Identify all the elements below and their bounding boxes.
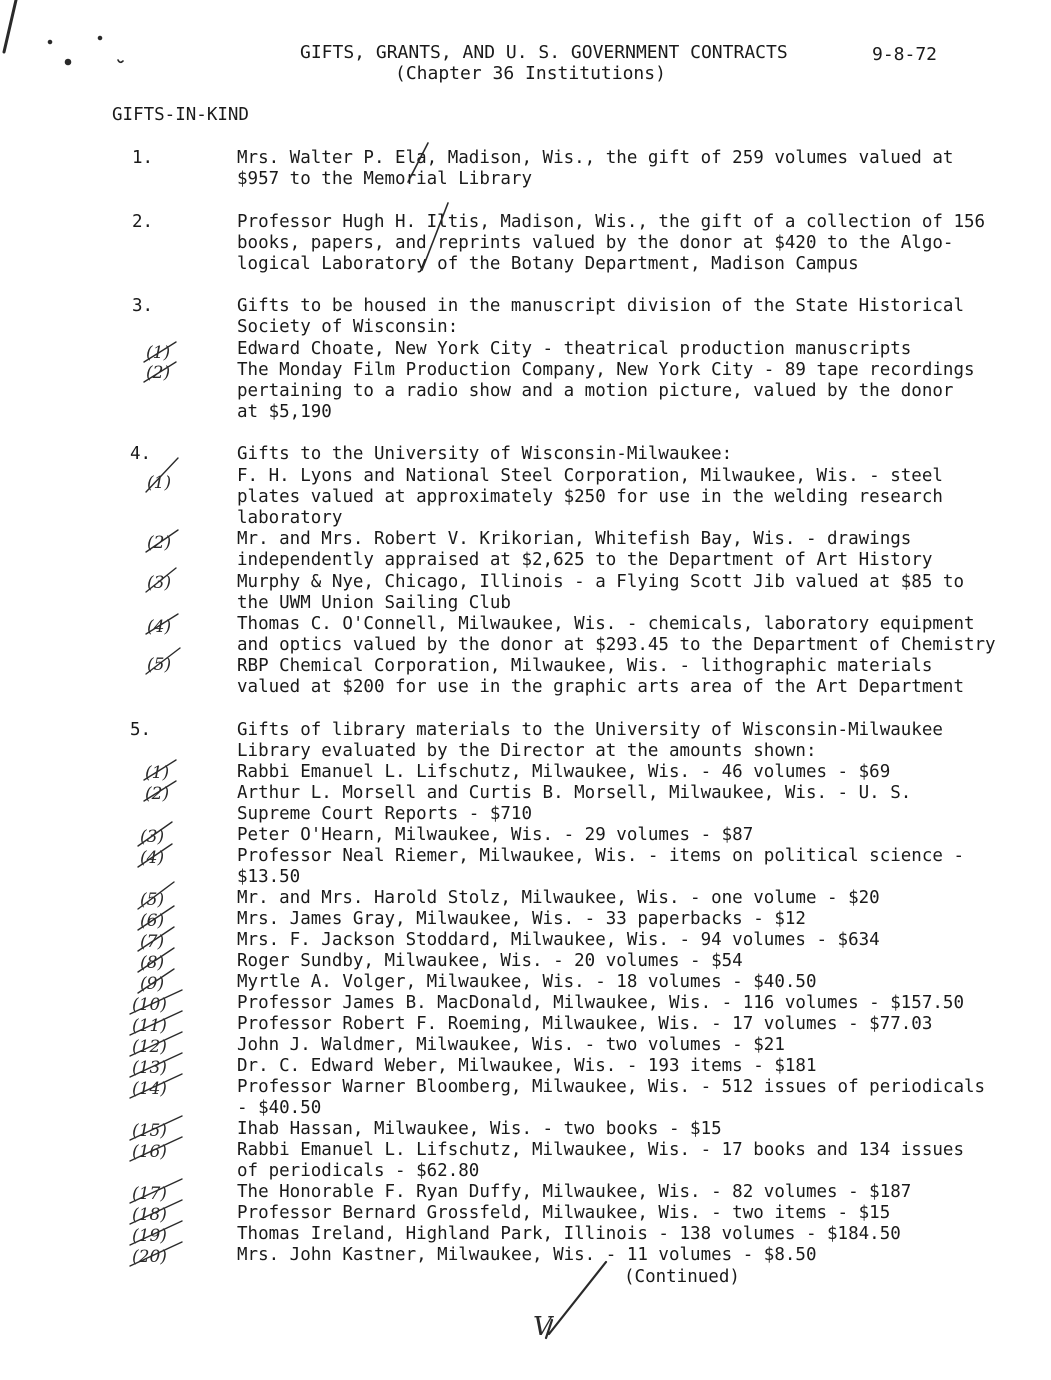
margin-mark: (1) bbox=[147, 473, 172, 493]
document-date: 9-8-72 bbox=[872, 44, 938, 65]
item-line: Mrs. Walter P. Ela, Madison, Wis., the gift of 259 volumes valued at bbox=[237, 148, 954, 168]
footer-check-mark bbox=[546, 1262, 606, 1338]
margin-mark: (10) bbox=[132, 995, 167, 1015]
item-number: 4. bbox=[130, 444, 152, 464]
margin-mark: (13) bbox=[132, 1058, 167, 1078]
scan-edge-mark bbox=[4, 0, 16, 52]
margin-mark: (2) bbox=[146, 363, 171, 383]
item-line: The Monday Film Production Company, New York City - 89 tape recordings bbox=[237, 360, 975, 380]
margin-mark: (2) bbox=[147, 533, 172, 553]
item-line: Mr. and Mrs. Robert V. Krikorian, Whitefish Bay, Wis. - drawings bbox=[237, 529, 912, 549]
section-heading: GIFTS-IN-KIND bbox=[112, 105, 249, 125]
item-line: Gifts to the University of Wisconsin-Milwaukee: bbox=[237, 444, 733, 464]
item-line: - $40.50 bbox=[237, 1098, 322, 1118]
margin-mark: (11) bbox=[132, 1016, 167, 1036]
margin-mark: (14) bbox=[132, 1079, 167, 1099]
item-line: Mr. and Mrs. Harold Stolz, Milwaukee, Wis. - one volume - $20 bbox=[237, 888, 880, 908]
item-line: the UWM Union Sailing Club bbox=[237, 593, 511, 613]
margin-mark: (5) bbox=[147, 655, 172, 675]
item-line: Professor Robert F. Roeming, Milwaukee, Wis. - 17 volumes - $77.03 bbox=[237, 1014, 933, 1034]
margin-mark: (4) bbox=[147, 617, 172, 637]
item-line: Library evaluated by the Director at the amounts shown: bbox=[237, 741, 817, 761]
margin-mark: (3) bbox=[140, 827, 165, 847]
item-line: independently appraised at $2,625 to the Department of Art History bbox=[237, 550, 933, 570]
item-number: 5. bbox=[130, 720, 152, 740]
margin-mark: (4) bbox=[140, 848, 165, 868]
margin-mark: (7) bbox=[140, 932, 165, 952]
margin-mark: (16) bbox=[132, 1142, 167, 1162]
item-line: and optics valued by the donor at $293.45 to the Department of Chemistry bbox=[237, 635, 996, 655]
margin-mark: (3) bbox=[147, 573, 172, 593]
continued-note: (Continued) bbox=[624, 1267, 740, 1287]
item-line: Dr. C. Edward Weber, Milwaukee, Wis. - 193 items - $181 bbox=[237, 1056, 817, 1076]
item-line: RBP Chemical Corporation, Milwaukee, Wis. - lithographic materials bbox=[237, 656, 933, 676]
item-line: Rabbi Emanuel L. Lifschutz, Milwaukee, Wis. - 46 volumes - $69 bbox=[237, 762, 891, 782]
item-line: at $5,190 bbox=[237, 402, 332, 422]
item-line: Professor James B. MacDonald, Milwaukee, Wis. - 116 volumes - $157.50 bbox=[237, 993, 964, 1013]
item-line: Professor Neal Riemer, Milwaukee, Wis. - items on political science - bbox=[237, 846, 964, 866]
item-line: pertaining to a radio show and a motion picture, valued by the donor bbox=[237, 381, 954, 401]
margin-mark: (18) bbox=[132, 1205, 167, 1225]
document-title: GIFTS, GRANTS, AND U. S. GOVERNMENT CONTRACTS bbox=[300, 42, 788, 63]
item-line: laboratory bbox=[237, 508, 343, 528]
item-line: $13.50 bbox=[237, 867, 301, 887]
item-line: Arthur L. Morsell and Curtis B. Morsell, Milwaukee, Wis. - U. S. bbox=[237, 783, 912, 803]
item-line: Rabbi Emanuel L. Lifschutz, Milwaukee, Wis. - 17 books and 134 issues bbox=[237, 1140, 964, 1160]
footer-initial: V bbox=[533, 1312, 552, 1342]
item-line: $957 to the Memorial Library bbox=[237, 169, 533, 189]
margin-mark: (5) bbox=[140, 890, 165, 910]
item-line: John J. Waldmer, Milwaukee, Wis. - two volumes - $21 bbox=[237, 1035, 785, 1055]
margin-mark: (6) bbox=[140, 911, 165, 931]
margin-mark: (8) bbox=[140, 953, 165, 973]
item-line: The Honorable F. Ryan Duffy, Milwaukee, Wis. - 82 volumes - $187 bbox=[237, 1182, 912, 1202]
document-subtitle: (Chapter 36 Institutions) bbox=[395, 63, 666, 84]
item-line: Murphy & Nye, Chicago, Illinois - a Flying Scott Jib valued at $85 to bbox=[237, 572, 964, 592]
item-line: Gifts of library materials to the University of Wisconsin-Milwaukee bbox=[237, 720, 943, 740]
margin-mark: (20) bbox=[132, 1247, 167, 1267]
item-line: Professor Hugh H. Iltis, Madison, Wis., the gift of a collection of 156 bbox=[237, 212, 986, 232]
item-line: books, papers, and reprints valued by the donor at $420 to the Algo- bbox=[237, 233, 954, 253]
margin-mark: (1) bbox=[146, 343, 171, 363]
item-number: 3. bbox=[132, 296, 154, 316]
item-line: Supreme Court Reports - $710 bbox=[237, 804, 533, 824]
margin-mark: (12) bbox=[132, 1037, 167, 1057]
item-line: plates valued at approximately $250 for use in the welding research bbox=[237, 487, 943, 507]
margin-mark: (19) bbox=[132, 1226, 167, 1246]
item-line: Peter O'Hearn, Milwaukee, Wis. - 29 volumes - $87 bbox=[237, 825, 754, 845]
margin-mark: (9) bbox=[140, 974, 165, 994]
item-line: Edward Choate, New York City - theatrical production manuscripts bbox=[237, 339, 912, 359]
item-line: of periodicals - $62.80 bbox=[237, 1161, 480, 1181]
margin-mark: (17) bbox=[132, 1184, 167, 1204]
item-line: logical Laboratory of the Botany Department, Madison Campus bbox=[237, 254, 859, 274]
margin-mark: (15) bbox=[132, 1121, 167, 1141]
item-line: Mrs. John Kastner, Milwaukee, Wis. - 11 volumes - $8.50 bbox=[237, 1245, 817, 1265]
item-line: Mrs. F. Jackson Stoddard, Milwaukee, Wis. - 94 volumes - $634 bbox=[237, 930, 880, 950]
item-line: Ihab Hassan, Milwaukee, Wis. - two books - $15 bbox=[237, 1119, 722, 1139]
item-line: Thomas Ireland, Highland Park, Illinois - 138 volumes - $184.50 bbox=[237, 1224, 901, 1244]
item-line: F. H. Lyons and National Steel Corporation, Milwaukee, Wis. - steel bbox=[237, 466, 943, 486]
margin-mark: (1) bbox=[145, 763, 170, 783]
item-line: Professor Bernard Grossfeld, Milwaukee, Wis. - two items - $15 bbox=[237, 1203, 891, 1223]
item-line: Society of Wisconsin: bbox=[237, 317, 459, 337]
item-line: Professor Warner Bloomberg, Milwaukee, Wis. - 512 issues of periodicals bbox=[237, 1077, 986, 1097]
item-line: Roger Sundby, Milwaukee, Wis. - 20 volumes - $54 bbox=[237, 951, 743, 971]
item-line: Gifts to be housed in the manuscript division of the State Historical bbox=[237, 296, 964, 316]
item-number: 2. bbox=[132, 212, 154, 232]
margin-mark: (2) bbox=[145, 784, 170, 804]
item-line: valued at $200 for use in the graphic arts area of the Art Department bbox=[237, 677, 964, 697]
item-line: Thomas C. O'Connell, Milwaukee, Wis. - chemicals, laboratory equipment bbox=[237, 614, 975, 634]
item-line: Myrtle A. Volger, Milwaukee, Wis. - 18 volumes - $40.50 bbox=[237, 972, 817, 992]
item-number: 1. bbox=[132, 148, 154, 168]
item-line: Mrs. James Gray, Milwaukee, Wis. - 33 paperbacks - $12 bbox=[237, 909, 806, 929]
